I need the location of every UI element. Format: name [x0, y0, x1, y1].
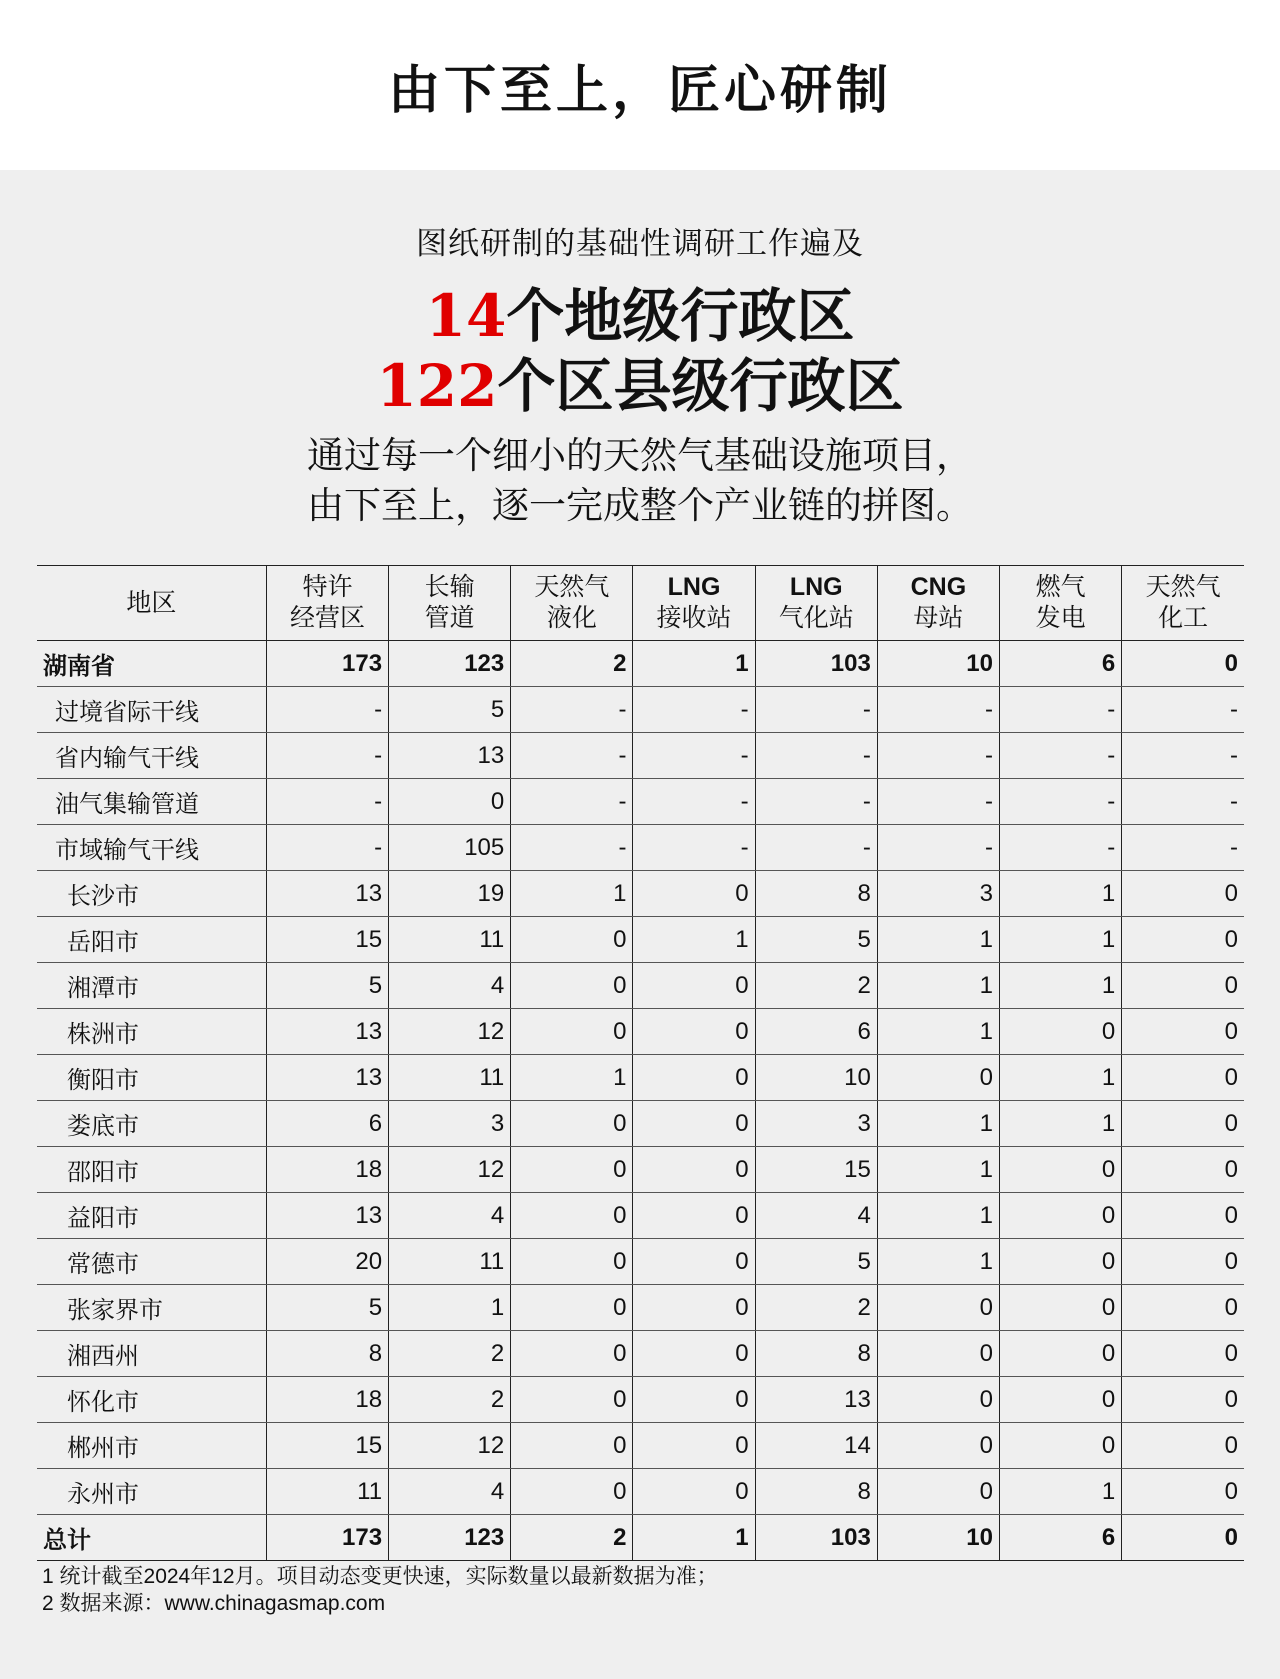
region-cell: 张家界市 — [37, 1285, 266, 1331]
region-cell: 长沙市 — [37, 871, 266, 917]
value-cell: - — [755, 687, 877, 733]
value-cell: 1 — [877, 1193, 999, 1239]
value-cell: - — [511, 779, 633, 825]
table-row — [37, 1469, 1244, 1515]
table-header-row — [37, 566, 1244, 641]
table-row — [37, 1193, 1244, 1239]
page-header — [0, 0, 1280, 170]
intro-description — [0, 431, 1280, 531]
value-cell: - — [1122, 779, 1244, 825]
value-cell: 13 — [266, 1193, 388, 1239]
column-header — [37, 566, 266, 641]
column-header-line2: 化工 — [1158, 604, 1209, 632]
value-cell: 5 — [266, 1285, 388, 1331]
column-header — [877, 566, 999, 641]
value-cell: 10 — [755, 1055, 877, 1101]
value-cell: - — [755, 733, 877, 779]
value-cell: 5 — [389, 687, 511, 733]
value-cell: 11 — [389, 1055, 511, 1101]
table-row — [37, 1285, 1244, 1331]
value-cell: 0 — [1122, 1515, 1244, 1561]
value-cell: 13 — [266, 871, 388, 917]
column-header-line2: 发电 — [1035, 604, 1086, 632]
value-cell: 1 — [1000, 1469, 1122, 1515]
value-cell: 1 — [1000, 1101, 1122, 1147]
table-row — [37, 1515, 1244, 1561]
value-cell: 2 — [389, 1377, 511, 1423]
value-cell: 1 — [877, 917, 999, 963]
value-cell: 18 — [266, 1377, 388, 1423]
value-cell: 0 — [1000, 1193, 1122, 1239]
county-label: 个区县级行政区 — [497, 352, 904, 420]
value-cell: 0 — [1122, 871, 1244, 917]
column-header-line1: LNG — [789, 573, 843, 601]
value-cell: - — [266, 733, 388, 779]
value-cell: 0 — [633, 1423, 755, 1469]
value-cell: 0 — [633, 1285, 755, 1331]
table-row — [37, 1423, 1244, 1469]
column-header-line1: 特许 — [302, 573, 353, 601]
value-cell: 0 — [1122, 1101, 1244, 1147]
region-cell: 湘西州 — [37, 1331, 266, 1377]
value-cell: 15 — [266, 917, 388, 963]
value-cell: 10 — [877, 1515, 999, 1561]
value-cell: 0 — [511, 1285, 633, 1331]
value-cell: 103 — [755, 641, 877, 687]
value-cell: 0 — [633, 963, 755, 1009]
value-cell: 1 — [877, 1009, 999, 1055]
value-cell: 1 — [633, 1515, 755, 1561]
value-cell: 10 — [877, 641, 999, 687]
intro-description-line2: 由下至上，逐一完成整个产业链的拼图。 — [307, 484, 973, 527]
value-cell: 0 — [633, 1331, 755, 1377]
value-cell: 1 — [877, 1147, 999, 1193]
value-cell: 2 — [755, 1285, 877, 1331]
region-cell: 永州市 — [37, 1469, 266, 1515]
table-row — [37, 825, 1244, 871]
value-cell: 6 — [266, 1101, 388, 1147]
column-header-line1: 天然气 — [534, 573, 610, 601]
value-cell: 1 — [389, 1285, 511, 1331]
value-cell: 0 — [1000, 1147, 1122, 1193]
region-cell: 益阳市 — [37, 1193, 266, 1239]
value-cell: 0 — [1122, 1285, 1244, 1331]
value-cell: 0 — [1122, 1239, 1244, 1285]
region-cell: 株洲市 — [37, 1009, 266, 1055]
value-cell: - — [877, 687, 999, 733]
column-header-line2: 接收站 — [656, 604, 732, 632]
value-cell: 0 — [633, 871, 755, 917]
value-cell: 0 — [511, 963, 633, 1009]
value-cell: - — [1122, 733, 1244, 779]
value-cell: 173 — [266, 641, 388, 687]
value-cell: 0 — [1122, 917, 1244, 963]
value-cell: - — [1122, 825, 1244, 871]
value-cell: - — [1000, 687, 1122, 733]
value-cell: 1 — [633, 917, 755, 963]
value-cell: 2 — [511, 641, 633, 687]
value-cell: 4 — [389, 963, 511, 1009]
value-cell: 2 — [389, 1331, 511, 1377]
value-cell: 0 — [511, 1101, 633, 1147]
value-cell: 1 — [877, 1101, 999, 1147]
table-row — [37, 1101, 1244, 1147]
footnote-1: 1 统计截至2024年12月。项目动态变更快速，实际数量以最新数据为准； — [42, 1565, 718, 1588]
value-cell: 5 — [755, 917, 877, 963]
value-cell: - — [1122, 687, 1244, 733]
table-row — [37, 1055, 1244, 1101]
value-cell: 1 — [511, 1055, 633, 1101]
value-cell: 0 — [511, 917, 633, 963]
footnotes — [42, 1563, 1280, 1617]
region-cell: 湖南省 — [37, 641, 266, 687]
value-cell: 0 — [1000, 1377, 1122, 1423]
table-row — [37, 917, 1244, 963]
value-cell: 0 — [511, 1423, 633, 1469]
value-cell: - — [633, 825, 755, 871]
value-cell: 13 — [266, 1055, 388, 1101]
value-cell: 5 — [266, 963, 388, 1009]
value-cell: 3 — [877, 871, 999, 917]
value-cell: - — [633, 733, 755, 779]
table-row — [37, 1239, 1244, 1285]
value-cell: 0 — [1122, 1055, 1244, 1101]
prefecture-label: 个地级行政区 — [506, 282, 855, 350]
column-header-line2: 管道 — [424, 604, 475, 632]
region-cell: 省内输气干线 — [37, 733, 266, 779]
value-cell: 5 — [755, 1239, 877, 1285]
value-cell: 0 — [877, 1377, 999, 1423]
value-cell: 0 — [877, 1331, 999, 1377]
region-cell: 衡阳市 — [37, 1055, 266, 1101]
table-row — [37, 871, 1244, 917]
value-cell: - — [877, 733, 999, 779]
value-cell: 1 — [1000, 963, 1122, 1009]
table-row — [37, 1009, 1244, 1055]
value-cell: 4 — [755, 1193, 877, 1239]
intro-lead: 图纸研制的基础性调研工作遍及 — [416, 226, 864, 262]
value-cell: 123 — [389, 1515, 511, 1561]
value-cell: 0 — [1122, 641, 1244, 687]
column-header-line2: 气化站 — [778, 604, 854, 632]
value-cell: - — [755, 779, 877, 825]
column-header — [266, 566, 388, 641]
value-cell: - — [511, 825, 633, 871]
column-header — [1000, 566, 1122, 641]
value-cell: 12 — [389, 1147, 511, 1193]
value-cell: 0 — [1122, 963, 1244, 1009]
value-cell: 0 — [1122, 1469, 1244, 1515]
value-cell: 13 — [755, 1377, 877, 1423]
column-header — [633, 566, 755, 641]
value-cell: 3 — [755, 1101, 877, 1147]
value-cell: 0 — [511, 1239, 633, 1285]
value-cell: - — [266, 687, 388, 733]
region-cell: 油气集输管道 — [37, 779, 266, 825]
value-cell: 0 — [1122, 1331, 1244, 1377]
value-cell: 0 — [511, 1009, 633, 1055]
value-cell: - — [1000, 779, 1122, 825]
value-cell: 0 — [1000, 1423, 1122, 1469]
value-cell: 1 — [633, 641, 755, 687]
table-row — [37, 1377, 1244, 1423]
infrastructure-table-container — [37, 565, 1244, 1561]
column-header-line2: 母站 — [913, 604, 964, 632]
value-cell: 0 — [633, 1147, 755, 1193]
value-cell: 2 — [755, 963, 877, 1009]
table-row — [37, 963, 1244, 1009]
column-header — [755, 566, 877, 641]
value-cell: 0 — [389, 779, 511, 825]
column-header — [511, 566, 633, 641]
column-header-line1: CNG — [910, 573, 967, 601]
county-count: 122 — [376, 352, 498, 420]
value-cell: 0 — [1000, 1285, 1122, 1331]
value-cell: - — [1000, 825, 1122, 871]
value-cell: 15 — [266, 1423, 388, 1469]
value-cell: 0 — [511, 1193, 633, 1239]
value-cell: - — [633, 779, 755, 825]
region-cell: 总计 — [37, 1515, 266, 1561]
column-header — [389, 566, 511, 641]
value-cell: 2 — [511, 1515, 633, 1561]
value-cell: 12 — [389, 1009, 511, 1055]
value-cell: 103 — [755, 1515, 877, 1561]
value-cell: 0 — [511, 1469, 633, 1515]
region-cell: 郴州市 — [37, 1423, 266, 1469]
value-cell: 18 — [266, 1147, 388, 1193]
column-header-line2: 液化 — [546, 604, 597, 632]
column-header-line2: 经营区 — [289, 604, 365, 632]
intro-section — [0, 218, 1280, 531]
value-cell: - — [877, 825, 999, 871]
value-cell: 0 — [633, 1377, 755, 1423]
column-header-line1: LNG — [667, 573, 721, 601]
value-cell: 0 — [1000, 1009, 1122, 1055]
value-cell: - — [877, 779, 999, 825]
value-cell: 0 — [1122, 1009, 1244, 1055]
value-cell: 0 — [1122, 1377, 1244, 1423]
column-header-line1: 天然气 — [1145, 573, 1221, 601]
region-cell: 常德市 — [37, 1239, 266, 1285]
value-cell: 12 — [389, 1423, 511, 1469]
value-cell: 0 — [1000, 1239, 1122, 1285]
value-cell: 14 — [755, 1423, 877, 1469]
intro-description-line1: 通过每一个细小的天然气基础设施项目， — [307, 434, 973, 477]
value-cell: 6 — [755, 1009, 877, 1055]
value-cell: - — [511, 733, 633, 779]
table-row — [37, 779, 1244, 825]
value-cell: 0 — [877, 1285, 999, 1331]
value-cell: 8 — [755, 1469, 877, 1515]
value-cell: 8 — [755, 1331, 877, 1377]
value-cell: 173 — [266, 1515, 388, 1561]
value-cell: 0 — [633, 1009, 755, 1055]
value-cell: 11 — [389, 917, 511, 963]
value-cell: 0 — [1122, 1423, 1244, 1469]
value-cell: 105 — [389, 825, 511, 871]
column-header — [1122, 566, 1244, 641]
value-cell: 0 — [1122, 1147, 1244, 1193]
value-cell: 0 — [877, 1469, 999, 1515]
value-cell: 0 — [633, 1469, 755, 1515]
value-cell: 1 — [1000, 1055, 1122, 1101]
value-cell: 0 — [633, 1101, 755, 1147]
value-cell: 6 — [1000, 1515, 1122, 1561]
value-cell: 0 — [633, 1239, 755, 1285]
prefecture-count: 14 — [425, 282, 507, 350]
value-cell: 1 — [1000, 871, 1122, 917]
value-cell: - — [266, 779, 388, 825]
value-cell: 3 — [389, 1101, 511, 1147]
value-cell: 6 — [1000, 641, 1122, 687]
value-cell: 11 — [266, 1469, 388, 1515]
value-cell: 11 — [389, 1239, 511, 1285]
value-cell: 13 — [266, 1009, 388, 1055]
column-header-line1: 长输 — [424, 573, 475, 601]
region-cell: 怀化市 — [37, 1377, 266, 1423]
value-cell: - — [755, 825, 877, 871]
county-count-line — [0, 351, 1280, 421]
value-cell: 1 — [1000, 917, 1122, 963]
table-row — [37, 687, 1244, 733]
value-cell: 0 — [1000, 1331, 1122, 1377]
value-cell: 123 — [389, 641, 511, 687]
value-cell: - — [266, 825, 388, 871]
value-cell: 8 — [755, 871, 877, 917]
value-cell: 4 — [389, 1469, 511, 1515]
region-cell: 岳阳市 — [37, 917, 266, 963]
prefecture-count-line — [0, 281, 1280, 351]
value-cell: 0 — [633, 1193, 755, 1239]
region-cell: 市域输气干线 — [37, 825, 266, 871]
value-cell: 20 — [266, 1239, 388, 1285]
value-cell: 1 — [877, 1239, 999, 1285]
value-cell: 0 — [511, 1331, 633, 1377]
value-cell: 0 — [511, 1147, 633, 1193]
infrastructure-table — [37, 565, 1244, 1561]
value-cell: 0 — [511, 1377, 633, 1423]
table-row — [37, 1147, 1244, 1193]
table-row — [37, 641, 1244, 687]
value-cell: - — [511, 687, 633, 733]
value-cell: 4 — [389, 1193, 511, 1239]
value-cell: 0 — [1122, 1193, 1244, 1239]
value-cell: 1 — [511, 871, 633, 917]
region-cell: 娄底市 — [37, 1101, 266, 1147]
table-body — [37, 641, 1244, 1561]
footnote-2: 2 数据来源：www.chinagasmap.com — [42, 1592, 386, 1615]
value-cell: 0 — [633, 1055, 755, 1101]
region-cell: 湘潭市 — [37, 963, 266, 1009]
column-header-line1: 燃气 — [1035, 573, 1086, 601]
value-cell: 13 — [389, 733, 511, 779]
value-cell: - — [633, 687, 755, 733]
page-title: 由下至上，匠心研制 — [387, 60, 892, 121]
region-cell: 过境省际干线 — [37, 687, 266, 733]
value-cell: 19 — [389, 871, 511, 917]
column-header-line1: 地区 — [126, 588, 177, 617]
value-cell: 15 — [755, 1147, 877, 1193]
value-cell: 0 — [877, 1423, 999, 1469]
table-row — [37, 1331, 1244, 1377]
value-cell: 1 — [877, 963, 999, 1009]
value-cell: 0 — [877, 1055, 999, 1101]
table-row — [37, 733, 1244, 779]
value-cell: - — [1000, 733, 1122, 779]
value-cell: 8 — [266, 1331, 388, 1377]
region-cell: 邵阳市 — [37, 1147, 266, 1193]
